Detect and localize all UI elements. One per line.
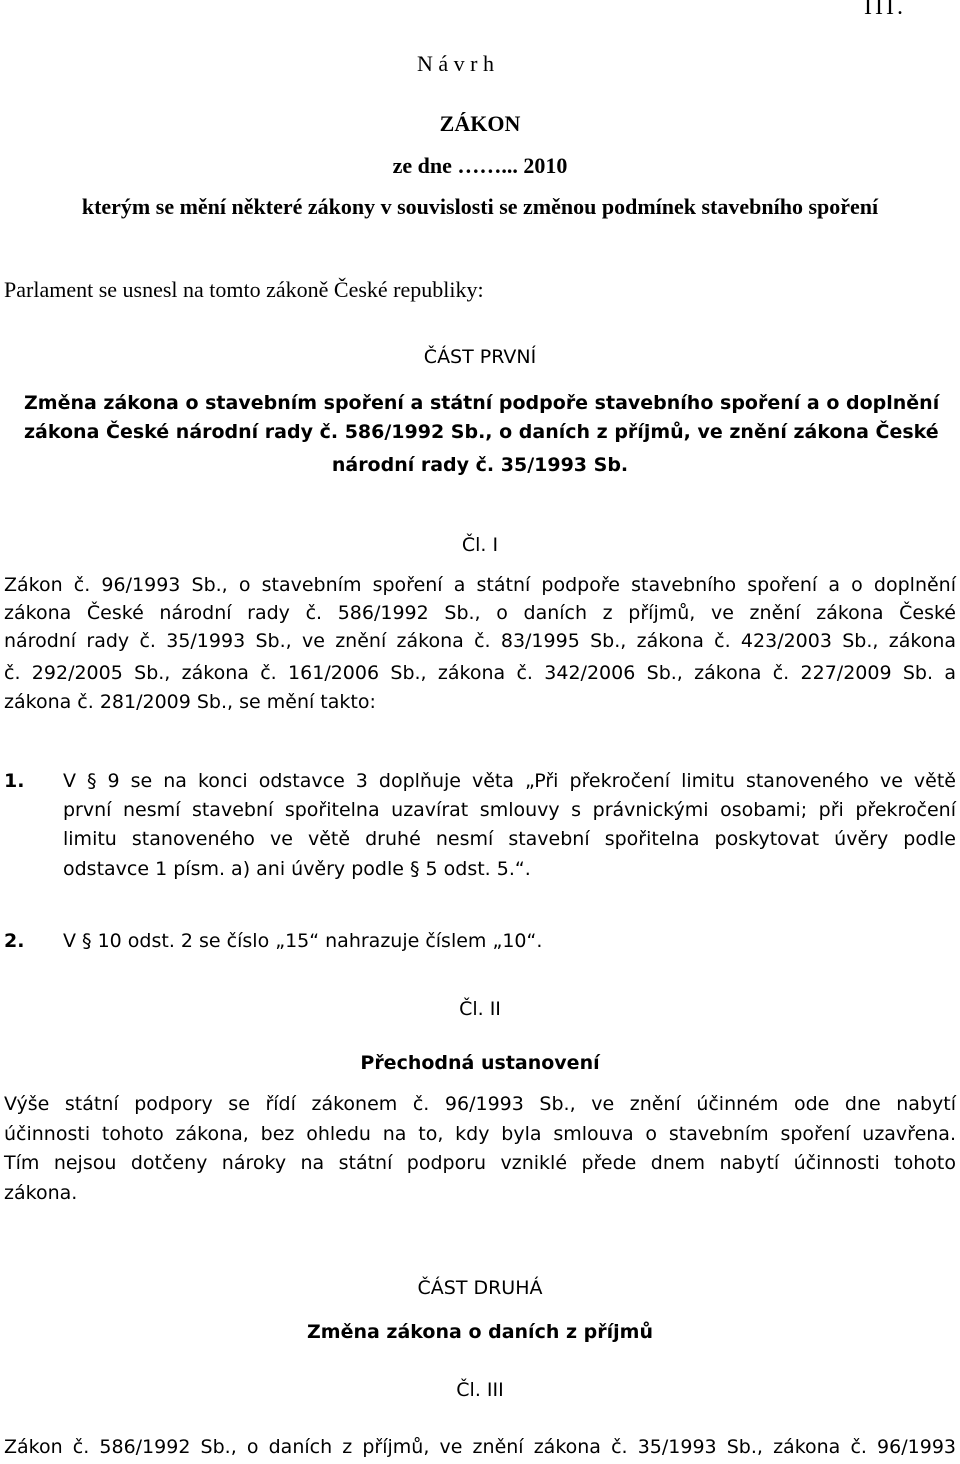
article-intro-line: zákona České národní rady č. 586/1992 Sb., o daních z příjmů, ve znění zákona České bbox=[4, 602, 956, 624]
item-one-line: odstavce 1 písm. a) ani úvěry podle § 5 odst. 5.“. bbox=[63, 858, 531, 880]
item-one-number: 1. bbox=[4, 770, 25, 792]
item-one-line: první nesmí stavební spořitelna uzavírat smlouvy s právnickými osobami; při překročení bbox=[63, 799, 956, 821]
article-intro-line: Zákon č. 96/1993 Sb., o stavebním spoření a státní podpoře stavebního spoření a o doplnění bbox=[4, 574, 956, 596]
part-one-subtitle-line: Změna zákona o stavebním spoření a státní podpoře stavebního spoření a o doplnění bbox=[24, 392, 940, 414]
article-three-heading: Čl. III bbox=[456, 1379, 504, 1401]
law-date: ze dne ……... 2010 bbox=[392, 153, 568, 178]
law-label: ZÁKON bbox=[439, 111, 521, 136]
part-one-heading: ČÁST PRVNÍ bbox=[423, 346, 537, 368]
transitional-heading: Přechodná ustanovení bbox=[360, 1052, 600, 1074]
item-one-line: limitu stanoveného ve větě druhé nesmí stavební spořitelna poskytovat úvěry podle bbox=[63, 828, 956, 850]
item-two-text: V § 10 odst. 2 se číslo „15“ nahrazuje číslem „10“. bbox=[63, 930, 543, 952]
document-number: III. bbox=[864, 0, 906, 20]
article-intro-line: č. 292/2005 Sb., zákona č. 161/2006 Sb., zákona č. 342/2006 Sb., zákona č. 227/2009 Sb. a bbox=[4, 662, 956, 684]
item-one-line: V § 9 se na konci odstavce 3 doplňuje věta „Při překročení limitu stanoveného ve větě bbox=[63, 770, 956, 792]
article-intro-line: národní rady č. 35/1993 Sb., ve znění zákona č. 83/1995 Sb., zákona č. 423/2003 Sb., zákona bbox=[4, 630, 956, 652]
transitional-line: účinnosti tohoto zákona, bez ohledu na to, kdy byla smlouva o stavebním spoření uzavřena. bbox=[4, 1123, 956, 1145]
article-intro-line: zákona č. 281/2009 Sb., se mění takto: bbox=[4, 691, 376, 713]
preamble: Parlament se usnesl na tomto zákoně České republiky: bbox=[4, 277, 484, 302]
article-one-heading: Čl. I bbox=[461, 534, 499, 556]
transitional-line: zákona. bbox=[4, 1182, 78, 1204]
item-two-number: 2. bbox=[4, 930, 25, 952]
part-two-subtitle: Změna zákona o daních z příjmů bbox=[307, 1321, 653, 1343]
part-two-heading: ČÁST DRUHÁ bbox=[417, 1277, 543, 1299]
part-one-subtitle-line: národní rady č. 35/1993 Sb. bbox=[331, 454, 629, 476]
transitional-line: Tím nejsou dotčeny nároky na státní podporu vzniklé přede dnem nabytí účinnosti tohoto bbox=[4, 1152, 956, 1174]
part-one-subtitle-line: zákona České národní rady č. 586/1992 Sb., o daních z příjmů, ve znění zákona České bbox=[24, 421, 939, 443]
draft-label: N á v r h bbox=[417, 51, 494, 76]
part-two-intro-line: Zákon č. 586/1992 Sb., o daních z příjmů, ve znění zákona č. 35/1993 Sb., zákona č. 96/1993 bbox=[4, 1436, 956, 1458]
article-two-heading: Čl. II bbox=[459, 998, 501, 1020]
law-title: kterým se mění některé zákony v souvislosti se změnou podmínek stavebního spoření bbox=[81, 194, 879, 219]
transitional-line: Výše státní podpory se řídí zákonem č. 96/1993 Sb., ve znění účinném ode dne nabytí bbox=[4, 1093, 956, 1115]
